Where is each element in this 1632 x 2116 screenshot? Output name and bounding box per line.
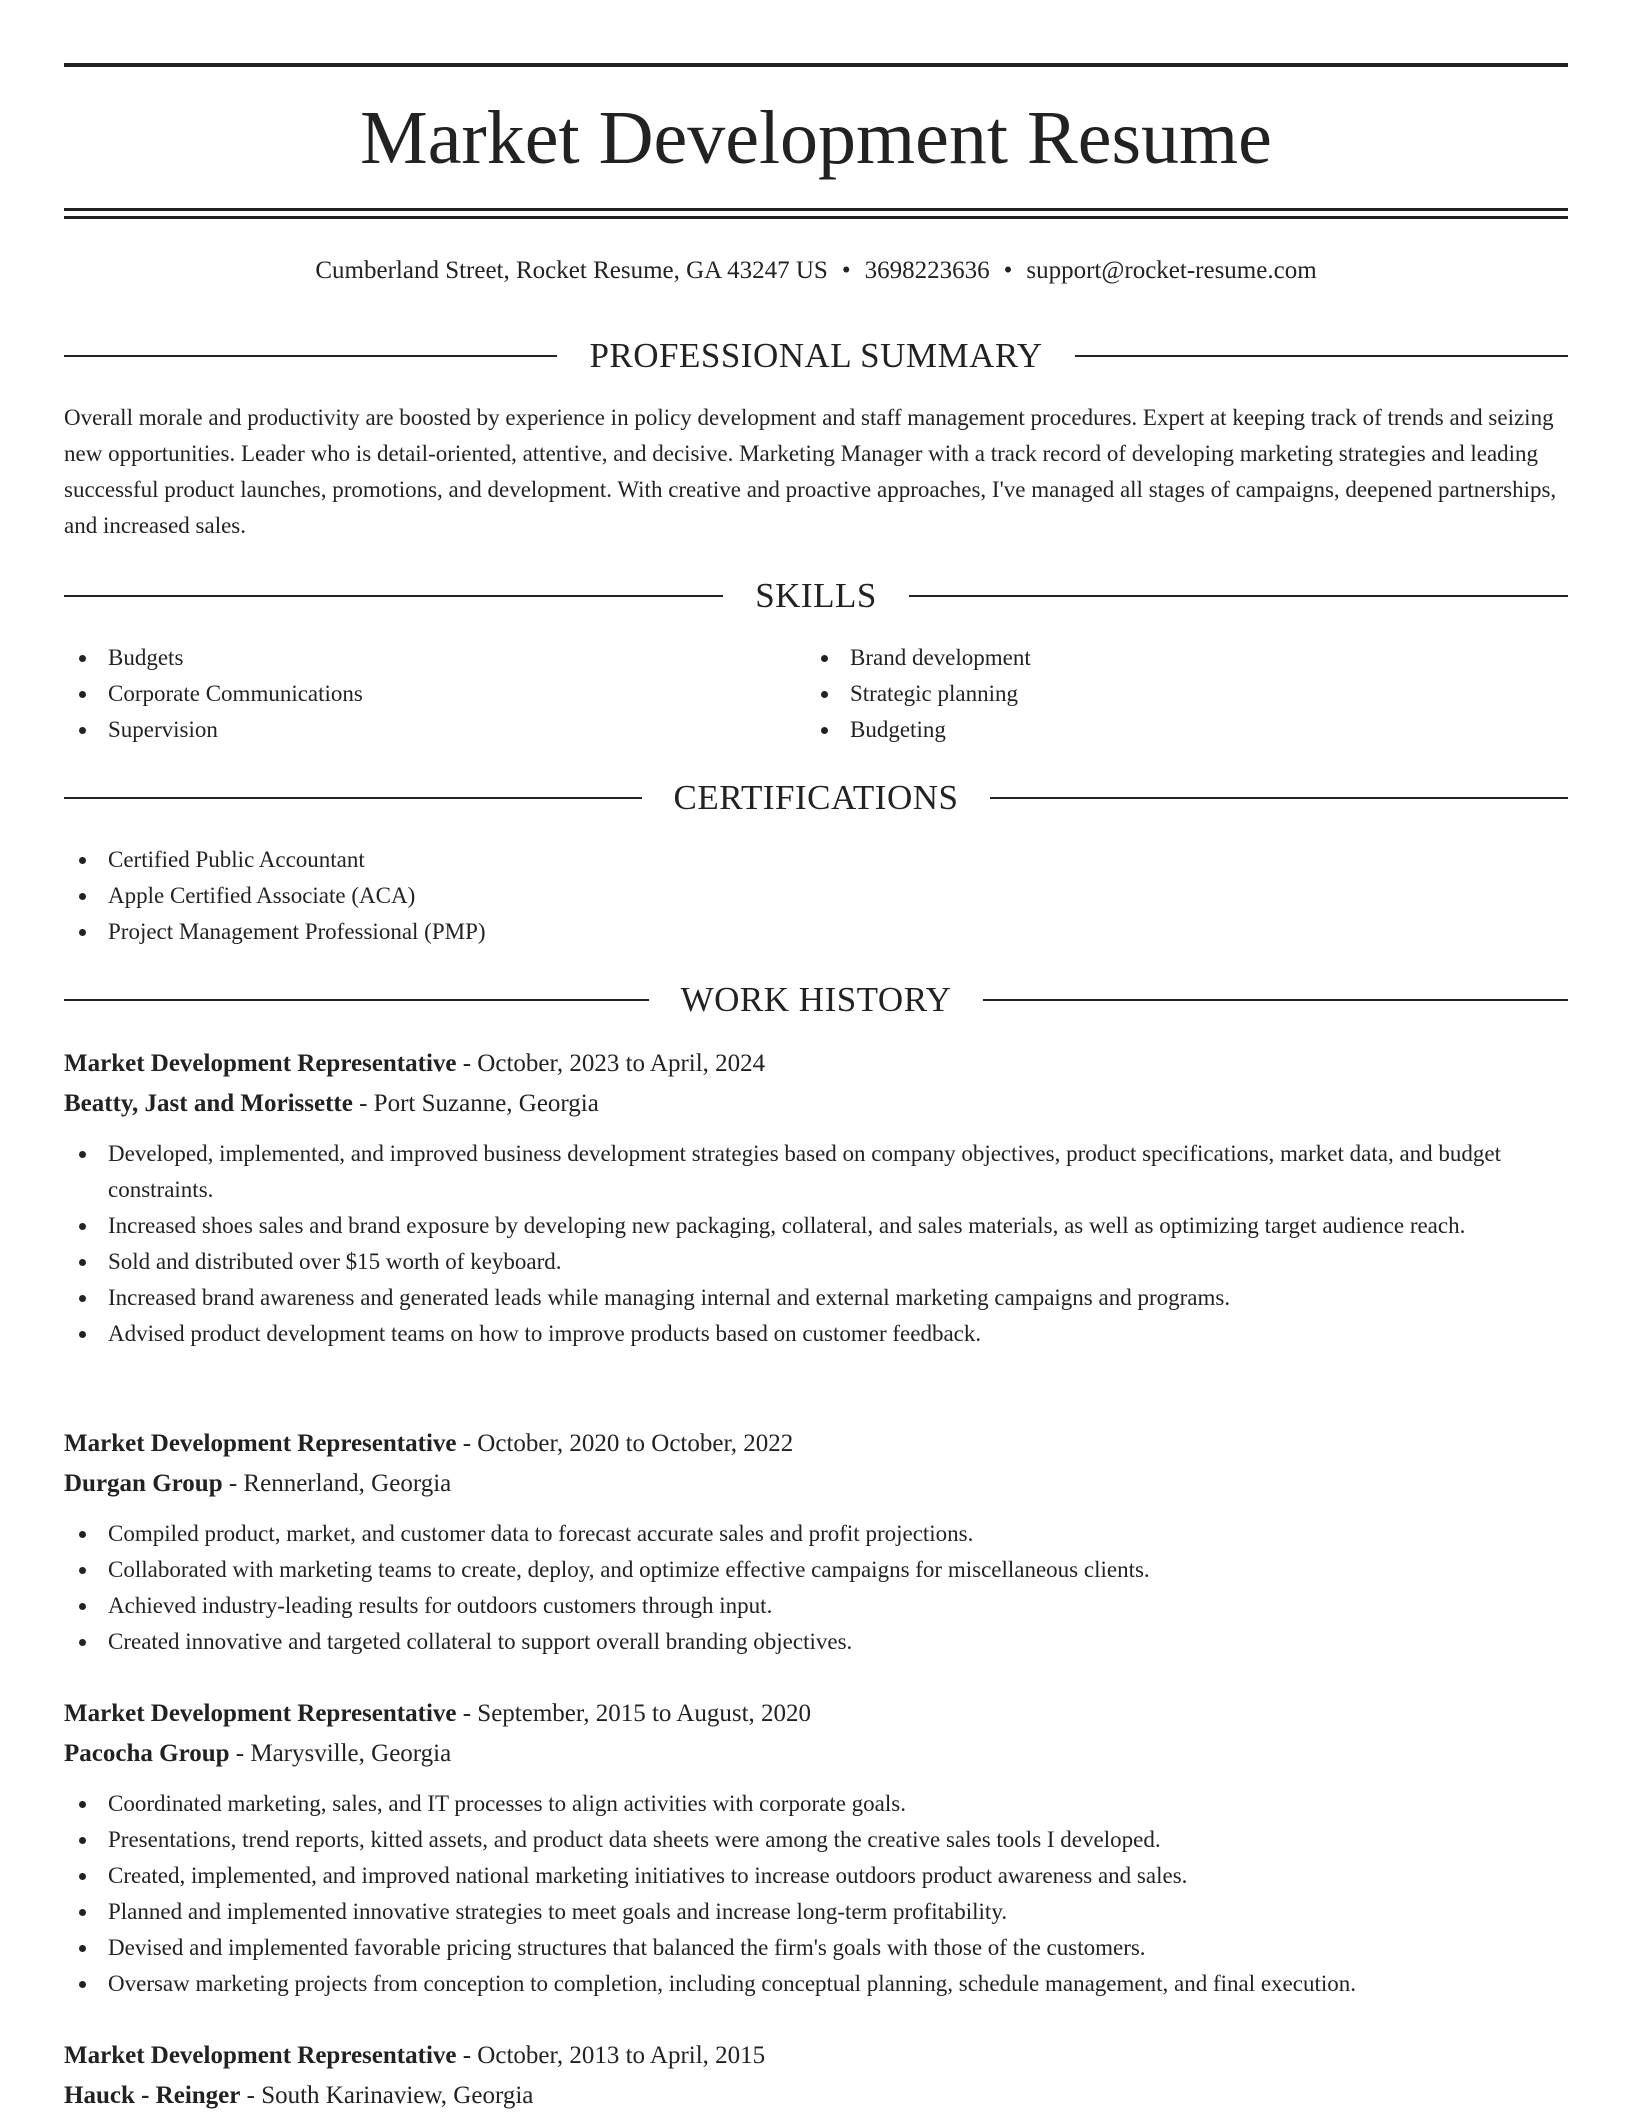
section-rule (64, 999, 649, 1001)
section-header-summary (64, 336, 1568, 376)
job-company-line (64, 1734, 1568, 1774)
job-company: Pacocha Group (64, 1740, 230, 1767)
section-rule (909, 595, 1568, 597)
job-bullet: Collaborated with marketing teams to create, deploy, and optimize effective campaigns for miscellaneous clients. (64, 1552, 1568, 1588)
contact-phone: 3698223636 (864, 257, 990, 284)
section-title: PROFESSIONAL SUMMARY (589, 336, 1043, 375)
summary-text: Overall morale and productivity are boosted by experience in policy development and staff management procedures. Expert at keeping track of trends and seizing new opportunities. Leader who is detail-oriented, attentive, and decisive. Marketing Manager with a track record of developing marketing strategies and leading successful product launches, promotions, and development. With creative and proactive approaches, I've managed all stages of campaigns, deepened partnerships, and increased sales. (64, 405, 1557, 538)
certifications-list (64, 842, 1568, 950)
job-bullet: Sold and distributed over $15 worth of keyboard. (64, 1244, 1568, 1280)
contact-separator: • (1003, 257, 1013, 284)
job-bullet: Planned and implemented innovative strategies to meet goals and increase long-term profitability. (64, 1894, 1568, 1930)
section-rule (64, 595, 723, 597)
job-dates: - October, 2020 to October, 2022 (456, 1430, 794, 1457)
title-rule-lower (64, 216, 1568, 219)
job-bullet: Advised product development teams on how to improve products based on customer feedback. (64, 1316, 1568, 1352)
section-header-certifications (64, 778, 1568, 818)
job-bullet: Created innovative and targeted collateral to support overall branding objectives. (64, 1624, 1568, 1660)
skill-item: Strategic planning (806, 676, 1506, 712)
job-bullet: Achieved industry-leading results for outdoors customers through input. (64, 1588, 1568, 1624)
job-bullet: Devised and implemented favorable pricing structures that balanced the firm's goals with those of the customers. (64, 1930, 1568, 1966)
job-entry (64, 1694, 1568, 2002)
job-company-line (64, 1464, 1568, 1504)
skills-list-left (64, 640, 764, 748)
job-dates: - October, 2023 to April, 2024 (456, 1050, 766, 1077)
job-location: - Rennerland, Georgia (222, 1470, 452, 1497)
job-bullets (64, 1136, 1568, 1352)
skill-item: Budgeting (806, 712, 1506, 748)
job-role: Market Development Representative (64, 1430, 457, 1457)
document-title: Market Development Resume (360, 96, 1272, 180)
certification-item: Apple Certified Associate (ACA) (64, 878, 1568, 914)
job-bullet: Coordinated marketing, sales, and IT processes to align activities with corporate goals. (64, 1786, 1568, 1822)
section-header-skills (64, 576, 1568, 616)
job-company: Hauck - Reinger (64, 2082, 241, 2109)
job-dates: - October, 2013 to April, 2015 (456, 2042, 766, 2069)
certification-item: Certified Public Accountant (64, 842, 1568, 878)
job-location: - South Karinaview, Georgia (240, 2082, 534, 2109)
contact-address: Cumberland Street, Rocket Resume, GA 43247 US (315, 257, 828, 284)
job-title-line (64, 1044, 1568, 1084)
skills-list-right (806, 640, 1506, 748)
job-entry (64, 2036, 1568, 2116)
top-rule (64, 63, 1568, 67)
job-bullet: Oversaw marketing projects from conception to completion, including conceptual planning, schedule management, and final execution. (64, 1966, 1568, 2002)
skill-item: Brand development (806, 640, 1506, 676)
job-company-line (64, 1084, 1568, 1124)
job-entry (64, 1044, 1568, 1352)
job-company: Durgan Group (64, 1470, 223, 1497)
section-header-work-history (64, 980, 1568, 1020)
job-bullet: Created, implemented, and improved national marketing initiatives to increase outdoors product awareness and sales. (64, 1858, 1568, 1894)
job-title-line (64, 1424, 1568, 1464)
job-bullet: Developed, implemented, and improved business development strategies based on company objectives, product specifications, market data, and budget constraints. (64, 1136, 1568, 1208)
job-bullet: Increased shoes sales and brand exposure by developing new packaging, collateral, and sales materials, as well as optimizing target audience reach. (64, 1208, 1568, 1244)
job-entry (64, 1424, 1568, 1660)
certification-item: Project Management Professional (PMP) (64, 914, 1568, 950)
job-location: - Port Suzanne, Georgia (352, 1090, 599, 1117)
job-location: - Marysville, Georgia (229, 1740, 452, 1767)
section-rule (64, 797, 642, 799)
job-bullet: Presentations, trend reports, kitted assets, and product data sheets were among the creative sales tools I developed. (64, 1822, 1568, 1858)
contact-separator: • (841, 257, 851, 284)
job-company-line (64, 2076, 1568, 2116)
job-bullet: Increased brand awareness and generated leads while managing internal and external marketing campaigns and programs. (64, 1280, 1568, 1316)
title-rule-upper (64, 208, 1568, 211)
job-role: Market Development Representative (64, 1050, 457, 1077)
section-title: CERTIFICATIONS (673, 778, 959, 817)
job-bullet: Compiled product, market, and customer data to forecast accurate sales and profit projections. (64, 1516, 1568, 1552)
section-rule (64, 355, 557, 357)
skill-item: Budgets (64, 640, 764, 676)
job-role: Market Development Representative (64, 1700, 457, 1727)
contact-line (64, 255, 1568, 287)
skill-item: Corporate Communications (64, 676, 764, 712)
job-role: Market Development Representative (64, 2042, 457, 2069)
section-title: SKILLS (755, 576, 877, 615)
skill-item: Supervision (64, 712, 764, 748)
section-rule (983, 999, 1568, 1001)
section-rule (1075, 355, 1568, 357)
section-title: WORK HISTORY (680, 980, 952, 1019)
job-title-line (64, 1694, 1568, 1734)
job-dates: - September, 2015 to August, 2020 (456, 1700, 812, 1727)
section-rule (990, 797, 1568, 799)
job-bullets (64, 1786, 1568, 2002)
job-title-line (64, 2036, 1568, 2076)
contact-email: support@rocket-resume.com (1026, 257, 1317, 284)
job-bullets (64, 1516, 1568, 1660)
job-company: Beatty, Jast and Morissette (64, 1090, 353, 1117)
